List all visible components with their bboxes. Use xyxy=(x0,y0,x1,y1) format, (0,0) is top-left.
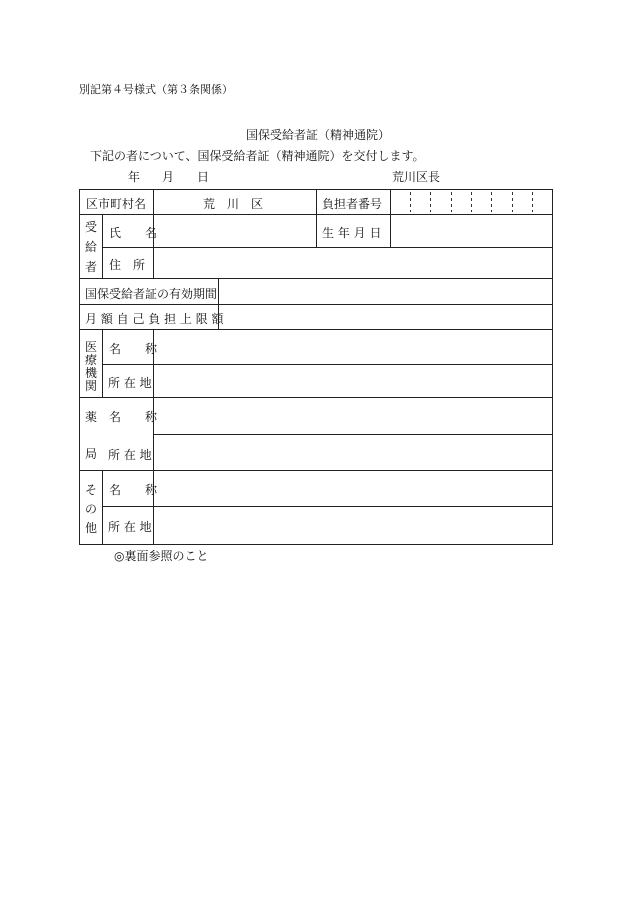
birthdate-label: 生 年 月 日 xyxy=(322,226,382,240)
payer-number-label: 負担者番号 xyxy=(322,197,383,211)
pharmacy-name-label: 名 称 xyxy=(109,410,158,424)
name-label: 氏 名 xyxy=(109,226,158,240)
medical-group-char-1: 医 xyxy=(85,340,98,354)
medical-group-char-4: 関 xyxy=(85,379,98,393)
medical-name-label: 名 称 xyxy=(109,342,158,356)
other-group-char-1: そ xyxy=(85,483,98,497)
pharmacy-name-field[interactable] xyxy=(154,398,552,434)
pharmacy-group-char-2: 局 xyxy=(85,447,98,461)
issuer-name: 荒川区長 xyxy=(392,170,441,184)
recipient-group-char-3: 者 xyxy=(85,260,98,274)
date-month-label: 月 xyxy=(162,170,175,184)
birthdate-field[interactable] xyxy=(391,215,552,247)
other-location-field[interactable] xyxy=(154,507,552,544)
address-label: 住 所 xyxy=(109,258,146,272)
monthly-limit-field[interactable] xyxy=(219,305,552,329)
address-field[interactable] xyxy=(154,248,552,278)
other-group-char-2: の xyxy=(85,502,98,516)
other-location-label: 所 在 地 xyxy=(108,520,152,534)
pharmacy-location-label: 所 在 地 xyxy=(108,448,152,462)
document-title: 国保受給者証（精神通院） xyxy=(246,128,391,142)
other-group-char-3: 他 xyxy=(85,521,98,535)
medical-group-char-3: 機 xyxy=(85,366,98,380)
intro-text: 下記の者について、国保受給者証（精神通院）を交付します。 xyxy=(90,149,425,163)
recipient-group-char-2: 給 xyxy=(85,240,98,254)
name-field[interactable] xyxy=(154,215,316,247)
municipality-value: 荒 川 区 xyxy=(203,197,264,211)
other-name-label: 名 称 xyxy=(109,483,158,497)
medical-group-char-2: 療 xyxy=(85,353,98,367)
footer-note: ◎裏面参照のこと xyxy=(114,549,209,563)
medical-name-field[interactable] xyxy=(154,330,552,364)
validity-field[interactable] xyxy=(219,279,552,304)
recipient-group-char-1: 受 xyxy=(85,220,98,234)
date-day-label: 日 xyxy=(197,170,210,184)
pharmacy-location-field[interactable] xyxy=(154,435,552,470)
payer-number-field[interactable] xyxy=(391,190,552,214)
date-year-label: 年 xyxy=(128,170,141,184)
pharmacy-group-char-1: 薬 xyxy=(85,410,98,424)
form-reference: 別記第４号様式（第３条関係） xyxy=(79,83,233,96)
medical-location-label: 所 在 地 xyxy=(108,376,152,390)
municipality-label: 区市町村名 xyxy=(86,197,147,211)
medical-location-field[interactable] xyxy=(154,365,552,397)
validity-label: 国保受給者証の有効期間 xyxy=(85,287,218,301)
other-name-field[interactable] xyxy=(154,471,552,506)
monthly-limit-label: 月 額 自 己 負 担 上 限 額 xyxy=(85,312,224,326)
